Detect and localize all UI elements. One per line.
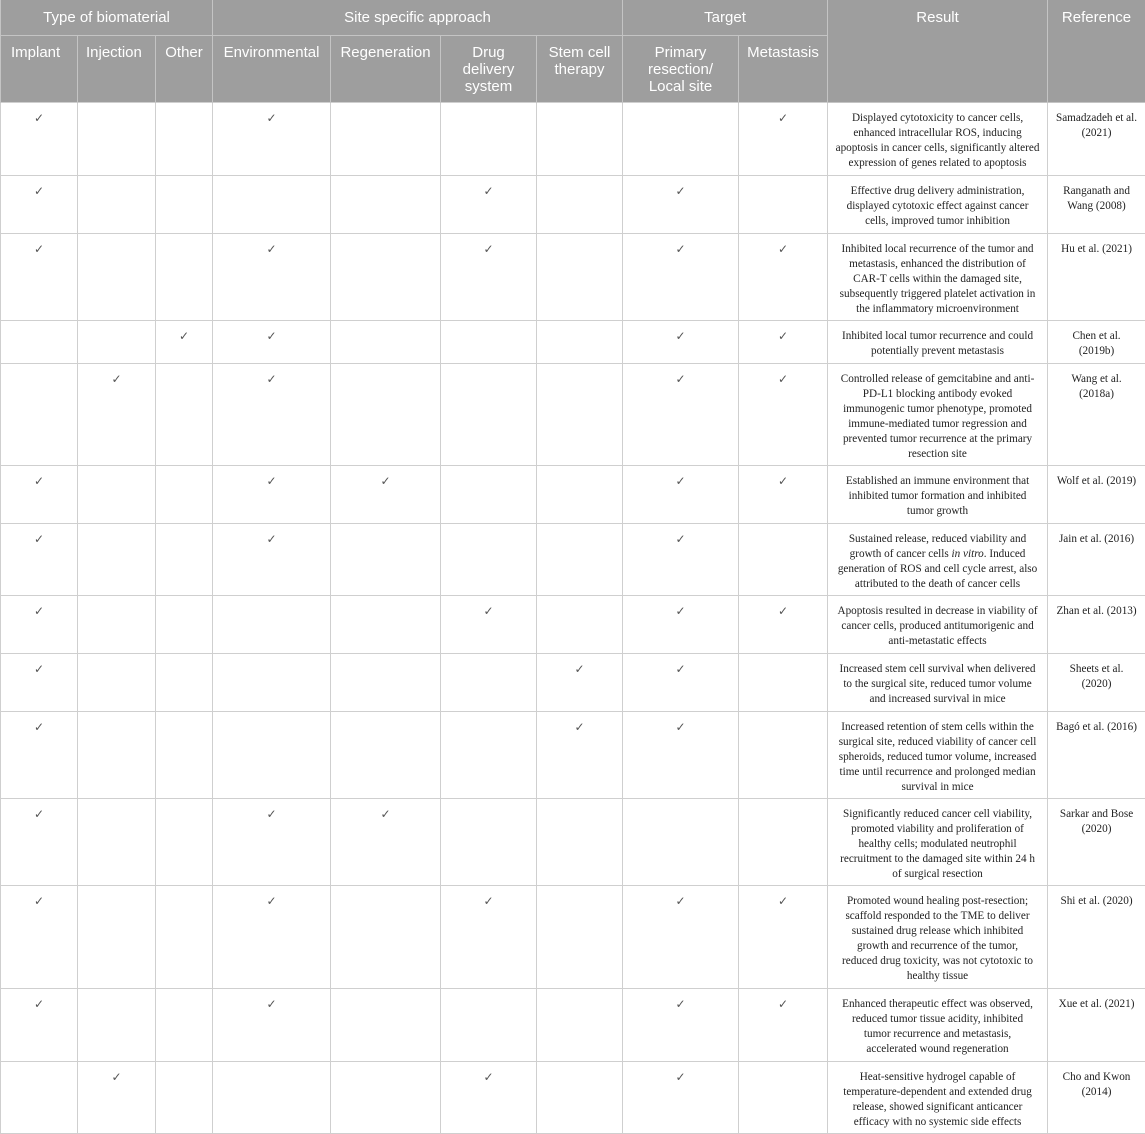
cell-drug-delivery [441, 363, 537, 465]
cell-injection [78, 320, 156, 363]
reference-text: Bagó et al. (2016) [1056, 721, 1137, 733]
cell-reference [1048, 465, 1145, 523]
checkmark-icon: ✓ [34, 111, 44, 125]
cell-drug-delivery [441, 711, 537, 798]
cell-stem-cell [537, 1061, 623, 1133]
cell-injection [78, 595, 156, 653]
reference-text: Hu et al. (2021) [1061, 243, 1132, 255]
checkmark-icon: ✓ [778, 997, 788, 1011]
result-text: Effective drug delivery administration, displayed cytotoxic effect against cancer cells, improved tumor inhibition [847, 185, 1029, 227]
result-text: Heat-sensitive hydrogel capable of temperature-dependent and extended drug release, showed significant anticancer efficacy with no systemic side effects [843, 1071, 1032, 1128]
cell-implant [1, 175, 78, 233]
reference-text: Xue et al. (2021) [1059, 998, 1135, 1010]
cell-regeneration [331, 363, 441, 465]
checkmark-icon: ✓ [778, 111, 788, 125]
cell-drug-delivery [441, 523, 537, 595]
cell-environmental [213, 653, 331, 711]
checkmark-icon: ✓ [675, 894, 685, 908]
checkmark-icon: ✓ [675, 242, 685, 256]
cell-reference [1048, 233, 1145, 320]
cell-other [156, 885, 213, 988]
result-text: Controlled release of gemcitabine and anti- PD-L1 blocking antibody evoked immunogenic tumor phenotype, promoted immune-mediated tumor regression and prevented tumor recurrence at the primary resection site [841, 373, 1035, 460]
reference-text: Sheets et al. (2020) [1070, 663, 1124, 690]
cell-stem-cell [537, 523, 623, 595]
checkmark-icon: ✓ [778, 242, 788, 256]
cell-result [828, 523, 1048, 595]
cell-drug-delivery [441, 1061, 537, 1133]
checkmark-icon: ✓ [675, 1070, 685, 1084]
checkmark-icon: ✓ [778, 894, 788, 908]
table-row [1, 523, 1145, 595]
cell-regeneration [331, 653, 441, 711]
checkmark-icon: ✓ [266, 474, 276, 488]
cell-primary [623, 102, 739, 175]
checkmark-icon: ✓ [574, 720, 584, 734]
cell-result [828, 988, 1048, 1061]
cell-drug-delivery [441, 798, 537, 885]
cell-injection [78, 102, 156, 175]
cell-implant [1, 711, 78, 798]
header-environmental: Environmental [213, 35, 331, 102]
cell-result [828, 798, 1048, 885]
cell-reference [1048, 798, 1145, 885]
table-row [1, 320, 1145, 363]
reference-text: Samadzadeh et al. (2021) [1056, 112, 1137, 139]
cell-implant [1, 523, 78, 595]
cell-implant [1, 595, 78, 653]
cell-reference [1048, 175, 1145, 233]
cell-environmental [213, 320, 331, 363]
header-other: Other [156, 35, 213, 102]
result-text: Sustained release, reduced viability and growth of cancer cells in vitro. Induced generation of ROS and cell cycle arrest, also attributed to the death of cancer cells [838, 533, 1037, 590]
checkmark-icon: ✓ [675, 997, 685, 1011]
cell-stem-cell [537, 102, 623, 175]
cell-primary [623, 233, 739, 320]
table-row [1, 798, 1145, 885]
cell-environmental [213, 885, 331, 988]
checkmark-icon: ✓ [574, 662, 584, 676]
checkmark-icon: ✓ [266, 997, 276, 1011]
result-text: Inhibited local recurrence of the tumor and metastasis, enhanced the distribution of CAR-T cells within the damaged site, subsequently triggered platelet activation in the inflammatory microenvironment [840, 243, 1036, 315]
cell-result [828, 885, 1048, 988]
cell-drug-delivery [441, 653, 537, 711]
cell-implant [1, 102, 78, 175]
table-row [1, 175, 1145, 233]
cell-metastasis [739, 233, 828, 320]
cell-metastasis [739, 711, 828, 798]
table-body [1, 102, 1145, 1133]
checkmark-icon: ✓ [675, 604, 685, 618]
cell-implant [1, 233, 78, 320]
cell-metastasis [739, 595, 828, 653]
cell-implant [1, 988, 78, 1061]
cell-injection [78, 523, 156, 595]
cell-regeneration [331, 320, 441, 363]
checkmark-icon: ✓ [111, 372, 121, 386]
cell-reference [1048, 711, 1145, 798]
cell-regeneration [331, 711, 441, 798]
reference-text: Wolf et al. (2019) [1057, 475, 1136, 487]
cell-stem-cell [537, 988, 623, 1061]
header-drug-delivery-system: Drug delivery system [441, 35, 537, 102]
cell-drug-delivery [441, 233, 537, 320]
cell-environmental [213, 595, 331, 653]
checkmark-icon: ✓ [34, 807, 44, 821]
reference-text: Ranganath and Wang (2008) [1063, 185, 1130, 212]
cell-injection [78, 175, 156, 233]
checkmark-icon: ✓ [380, 807, 390, 821]
checkmark-icon: ✓ [34, 242, 44, 256]
cell-regeneration [331, 595, 441, 653]
cell-metastasis [739, 885, 828, 988]
cell-regeneration [331, 102, 441, 175]
cell-primary [623, 711, 739, 798]
reference-text: Wang et al. (2018a) [1071, 373, 1121, 400]
cell-other [156, 102, 213, 175]
checkmark-icon: ✓ [380, 474, 390, 488]
cell-other [156, 1061, 213, 1133]
checkmark-icon: ✓ [483, 1070, 493, 1084]
result-text: Increased retention of stem cells within the surgical site, reduced viability of cancer cell spheroids, reduced tumor volume, increased time until recurrence and prolonged median survival in mice [839, 721, 1037, 793]
checkmark-icon: ✓ [266, 894, 276, 908]
result-text: Promoted wound healing post-resection; scaffold responded to the TME to deliver sustained drug release which inhibited growth and recurrence of the tumor, reduced drug toxicity, was not cytotoxic to healthy tissue [842, 895, 1033, 982]
cell-implant [1, 885, 78, 988]
cell-result [828, 102, 1048, 175]
cell-environmental [213, 988, 331, 1061]
cell-other [156, 988, 213, 1061]
cell-injection [78, 653, 156, 711]
checkmark-icon: ✓ [675, 662, 685, 676]
cell-stem-cell [537, 653, 623, 711]
cell-regeneration [331, 798, 441, 885]
cell-other [156, 465, 213, 523]
cell-injection [78, 798, 156, 885]
checkmark-icon: ✓ [778, 604, 788, 618]
checkmark-icon: ✓ [778, 372, 788, 386]
table-row [1, 102, 1145, 175]
checkmark-icon: ✓ [266, 532, 276, 546]
table-row [1, 988, 1145, 1061]
cell-drug-delivery [441, 465, 537, 523]
checkmark-icon: ✓ [266, 807, 276, 821]
cell-metastasis [739, 102, 828, 175]
cell-injection [78, 465, 156, 523]
header-metastasis: Metastasis [739, 35, 828, 102]
cell-stem-cell [537, 320, 623, 363]
cell-primary [623, 595, 739, 653]
cell-stem-cell [537, 798, 623, 885]
cell-drug-delivery [441, 102, 537, 175]
header-site-specific-approach: Site specific approach [213, 0, 623, 35]
cell-result [828, 465, 1048, 523]
cell-regeneration [331, 233, 441, 320]
checkmark-icon: ✓ [675, 532, 685, 546]
checkmark-icon: ✓ [778, 474, 788, 488]
checkmark-icon: ✓ [34, 662, 44, 676]
cell-result [828, 711, 1048, 798]
cell-regeneration [331, 465, 441, 523]
cell-metastasis [739, 798, 828, 885]
cell-stem-cell [537, 711, 623, 798]
table-row [1, 885, 1145, 988]
cell-other [156, 175, 213, 233]
header-implant: Implant [1, 35, 78, 102]
cell-environmental [213, 102, 331, 175]
cell-injection [78, 711, 156, 798]
result-text: Established an immune environment that inhibited tumor formation and inhibited tumor growth [846, 475, 1029, 517]
cell-reference [1048, 885, 1145, 988]
checkmark-icon: ✓ [34, 894, 44, 908]
checkmark-icon: ✓ [675, 474, 685, 488]
cell-stem-cell [537, 233, 623, 320]
cell-metastasis [739, 175, 828, 233]
table-row [1, 1061, 1145, 1133]
checkmark-icon: ✓ [111, 1070, 121, 1084]
result-text: Enhanced therapeutic effect was observed, reduced tumor tissue acidity, inhibited tumor recurrence and metastasis, accelerated wound regeneration [842, 998, 1033, 1055]
checkmark-icon: ✓ [778, 329, 788, 343]
checkmark-icon: ✓ [34, 532, 44, 546]
cell-other [156, 523, 213, 595]
cell-drug-delivery [441, 885, 537, 988]
cell-implant [1, 363, 78, 465]
cell-reference [1048, 988, 1145, 1061]
cell-metastasis [739, 988, 828, 1061]
result-text: Significantly reduced cancer cell viability, promoted viability and proliferation of healthy cells; modulated neutrophil recruitment to the damaged site within 24 h of surgical resection [840, 808, 1035, 880]
result-text: Displayed cytotoxicity to cancer cells, enhanced intracellular ROS, inducing apoptosis in cancer cells, significantly altered expression of genes related to apoptosis [836, 112, 1040, 169]
cell-regeneration [331, 988, 441, 1061]
reference-text: Jain et al. (2016) [1059, 533, 1134, 545]
checkmark-icon: ✓ [179, 329, 189, 343]
checkmark-icon: ✓ [483, 894, 493, 908]
cell-injection [78, 233, 156, 320]
cell-metastasis [739, 363, 828, 465]
cell-stem-cell [537, 363, 623, 465]
cell-reference [1048, 1061, 1145, 1133]
cell-metastasis [739, 465, 828, 523]
cell-metastasis [739, 523, 828, 595]
cell-metastasis [739, 320, 828, 363]
header-regeneration: Regeneration [331, 35, 441, 102]
checkmark-icon: ✓ [266, 111, 276, 125]
cell-implant [1, 1061, 78, 1133]
checkmark-icon: ✓ [675, 720, 685, 734]
cell-injection [78, 885, 156, 988]
cell-other [156, 595, 213, 653]
cell-implant [1, 320, 78, 363]
cell-reference [1048, 595, 1145, 653]
header-group-row [1, 0, 1145, 35]
cell-reference [1048, 653, 1145, 711]
checkmark-icon: ✓ [34, 720, 44, 734]
cell-result [828, 233, 1048, 320]
table-row [1, 653, 1145, 711]
cell-drug-delivery [441, 175, 537, 233]
header-result: Result [828, 0, 1048, 102]
cell-reference [1048, 523, 1145, 595]
cell-stem-cell [537, 885, 623, 988]
cell-other [156, 798, 213, 885]
checkmark-icon: ✓ [34, 474, 44, 488]
cell-implant [1, 653, 78, 711]
reference-text: Shi et al. (2020) [1060, 895, 1132, 907]
cell-primary [623, 465, 739, 523]
cell-environmental [213, 465, 331, 523]
cell-environmental [213, 523, 331, 595]
checkmark-icon: ✓ [483, 604, 493, 618]
checkmark-icon: ✓ [34, 604, 44, 618]
header-primary-resection: Primary resection/ Local site [623, 35, 739, 102]
checkmark-icon: ✓ [266, 242, 276, 256]
cell-result [828, 175, 1048, 233]
cell-drug-delivery [441, 595, 537, 653]
cell-environmental [213, 711, 331, 798]
cell-primary [623, 885, 739, 988]
cell-reference [1048, 320, 1145, 363]
cell-drug-delivery [441, 988, 537, 1061]
cell-other [156, 653, 213, 711]
cell-metastasis [739, 653, 828, 711]
result-text: Increased stem cell survival when delivered to the surgical site, reduced tumor volume and increased survival in mice [840, 663, 1036, 705]
result-text: Apoptosis resulted in decrease in viability of cancer cells, produced antitumorigenic and anti-metastatic effects [837, 605, 1037, 647]
cell-other [156, 320, 213, 363]
cell-regeneration [331, 885, 441, 988]
checkmark-icon: ✓ [34, 997, 44, 1011]
cell-primary [623, 798, 739, 885]
cell-injection [78, 1061, 156, 1133]
cell-primary [623, 175, 739, 233]
cell-other [156, 711, 213, 798]
cell-injection [78, 363, 156, 465]
cell-other [156, 363, 213, 465]
cell-primary [623, 523, 739, 595]
checkmark-icon: ✓ [34, 184, 44, 198]
cell-environmental [213, 175, 331, 233]
cell-drug-delivery [441, 320, 537, 363]
cell-primary [623, 320, 739, 363]
cell-result [828, 363, 1048, 465]
cell-stem-cell [537, 465, 623, 523]
checkmark-icon: ✓ [675, 372, 685, 386]
cell-environmental [213, 1061, 331, 1133]
cell-stem-cell [537, 595, 623, 653]
cell-metastasis [739, 1061, 828, 1133]
header-type-of-biomaterial: Type of biomaterial [1, 0, 213, 35]
checkmark-icon: ✓ [483, 184, 493, 198]
reference-text: Zhan et al. (2013) [1056, 605, 1136, 617]
header-stem-cell-therapy: Stem cell therapy [537, 35, 623, 102]
result-text: Inhibited local tumor recurrence and could potentially prevent metastasis [842, 330, 1033, 357]
cell-primary [623, 653, 739, 711]
cell-implant [1, 798, 78, 885]
header-injection: Injection [78, 35, 156, 102]
reference-text: Sarkar and Bose (2020) [1060, 808, 1133, 835]
table-row [1, 711, 1145, 798]
reference-text: Cho and Kwon (2014) [1063, 1071, 1131, 1098]
cell-environmental [213, 233, 331, 320]
table-row [1, 465, 1145, 523]
cell-primary [623, 1061, 739, 1133]
header-target: Target [623, 0, 828, 35]
table-row [1, 595, 1145, 653]
table-row [1, 363, 1145, 465]
checkmark-icon: ✓ [675, 184, 685, 198]
header-reference: Reference [1048, 0, 1145, 102]
cell-result [828, 320, 1048, 363]
cell-primary [623, 988, 739, 1061]
checkmark-icon: ✓ [266, 329, 276, 343]
checkmark-icon: ✓ [483, 242, 493, 256]
cell-regeneration [331, 175, 441, 233]
cell-primary [623, 363, 739, 465]
cell-other [156, 233, 213, 320]
cell-reference [1048, 102, 1145, 175]
cell-reference [1048, 363, 1145, 465]
cell-injection [78, 988, 156, 1061]
checkmark-icon: ✓ [266, 372, 276, 386]
table-row [1, 233, 1145, 320]
checkmark-icon: ✓ [675, 329, 685, 343]
cell-result [828, 653, 1048, 711]
cell-result [828, 595, 1048, 653]
cell-regeneration [331, 1061, 441, 1133]
cell-environmental [213, 363, 331, 465]
cell-environmental [213, 798, 331, 885]
cell-stem-cell [537, 175, 623, 233]
reference-text: Chen et al. (2019b) [1072, 330, 1120, 357]
cell-result [828, 1061, 1048, 1133]
cell-implant [1, 465, 78, 523]
cell-regeneration [331, 523, 441, 595]
